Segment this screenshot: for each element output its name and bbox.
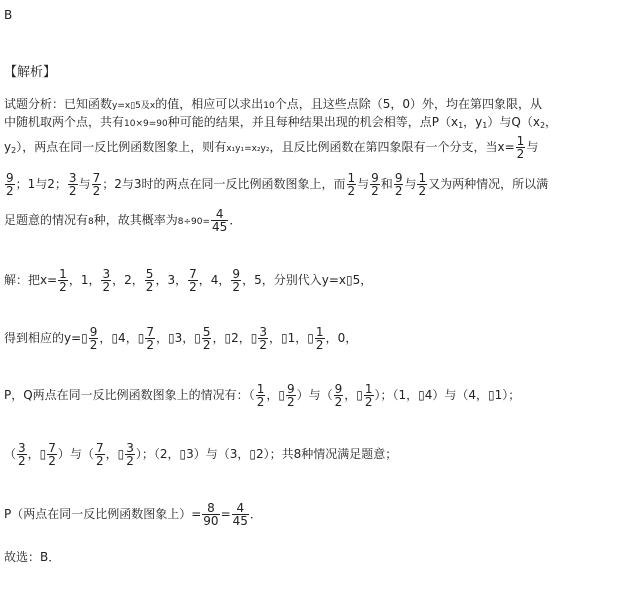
fraction: $\frac{3}{2}$ [259,325,268,352]
section-title: 【解析】 [4,65,57,80]
fraction: $\frac{4}{45}$ [212,207,228,234]
fraction: $\frac{1}{2}$ [59,267,67,294]
fraction: $\frac{9}{2}$ [394,171,403,198]
analysis-line-2: 中随机取两个点，共有10×9=90种可能的结果，并且每种结果出现的机会相等，点$P(x_1$，$y_1$）与$Q(x_2$， [4,115,558,130]
fraction: $\frac{9}{2}$ [334,382,343,409]
fraction: $\frac{1}{2}$ [516,134,525,161]
cases-line-2: （ $\frac{3}{2}$ ，▯ $\frac{7}{2}$ ）与（ $\frac{7}{2}$ ，▯ $\frac{3}{2}$ ）；（2，▯3）与（3，▯2）；共8种情况满足题意； [4,441,398,468]
fraction: $\frac{3}{2}$ [18,441,26,468]
answer-letter: B [4,8,13,22]
fraction: $\frac{7}{2}$ [48,441,56,468]
fraction: $\frac{3}{2}$ [102,267,111,294]
fraction: $\frac{7}{2}$ [189,267,197,294]
fraction: $\frac{1}{2}$ [256,382,265,409]
fraction: $\frac{9}{2}$ [89,325,98,352]
fraction: $\frac{1}{2}$ [315,325,324,352]
fraction: $\frac{3}{2}$ [68,171,77,198]
fraction: $\frac{5}{2}$ [145,267,154,294]
fraction: $\frac{1}{2}$ [347,171,356,198]
fraction: $\frac{1}{2}$ [364,382,373,409]
fraction: $\frac{7}{2}$ [92,171,101,198]
analysis-line-5: 足题意的情况有8种，故其概率为8÷90= $\frac{4}{45}$ ． [4,207,242,234]
conclusion: 故选：B． [4,550,61,564]
fraction: $\frac{7}{2}$ [146,325,154,352]
analysis-line-1: 试题分析：已知函数y=x▯5及x的值，相应可以求出10个点，且这些点除（5，0）外，均在第四象限，从 [4,97,542,111]
fraction: $\frac{9}{2}$ [286,382,295,409]
probability-line: P（两点在同一反比例函数图象上）= $\frac{8}{90}$ = $\frac{4}{45}$ ． [4,501,262,528]
cases-line-1: P，Q两点在同一反比例函数图象上的情况有：（ $\frac{1}{2}$ ，▯ $\frac{9}{2}$ ）与（ $\frac{9}{2}$ ，▯ $\frac{1}{2}$ ）；（1，▯4）与（4，▯1）； [4,382,521,409]
fraction: $\frac{3}{2}$ [126,441,134,468]
fraction: $\frac{9}{2}$ [371,171,379,198]
analysis-line-3: $y_2$），两点在同一反比例函数图象上，则有x₁y₁=x₂y₂，且反比例函数在第四象限有一个分支，当x= $\frac{1}{2}$ 与 [4,134,539,161]
fraction: $\frac{9}{2}$ [6,171,14,198]
fraction: $\frac{1}{2}$ [418,171,427,198]
fraction: $\frac{7}{2}$ [95,441,104,468]
solution-line-2: 得到相应的y=▯ $\frac{9}{2}$ ，▯4，▯ $\frac{7}{2}$ ，▯3，▯ $\frac{5}{2}$ ，▯2，▯ $\frac{3}{2}$ ，▯1，▯ $\frac{1}{2}$ ，0， [4,325,358,352]
solution-line-1: 解：把x= $\frac{1}{2}$ ，1， $\frac{3}{2}$ ，2， $\frac{5}{2}$ ，3， $\frac{7}{2}$ ，4， $\frac{9}{2}$ ，5，分别代入y=x▯5， [4,267,373,294]
fraction: $\frac{4}{45}$ [232,501,248,528]
fraction: $\frac{9}{2}$ [232,267,241,294]
analysis-line-4: $\frac{9}{2}$ ；1与2； $\frac{3}{2}$ 与 $\frac{7}{2}$ ；2与3时的两点在同一反比例函数图象上，而 $\frac{1}{2}$ 与 $\frac{9}{2}$ 和 $\frac{9}{2}$ 与 $\frac{1}{2}$ 又为两种情况，所以满 [6,171,549,198]
fraction: $\frac{5}{2}$ [202,325,211,352]
fraction: $\frac{8}{90}$ [203,501,219,528]
